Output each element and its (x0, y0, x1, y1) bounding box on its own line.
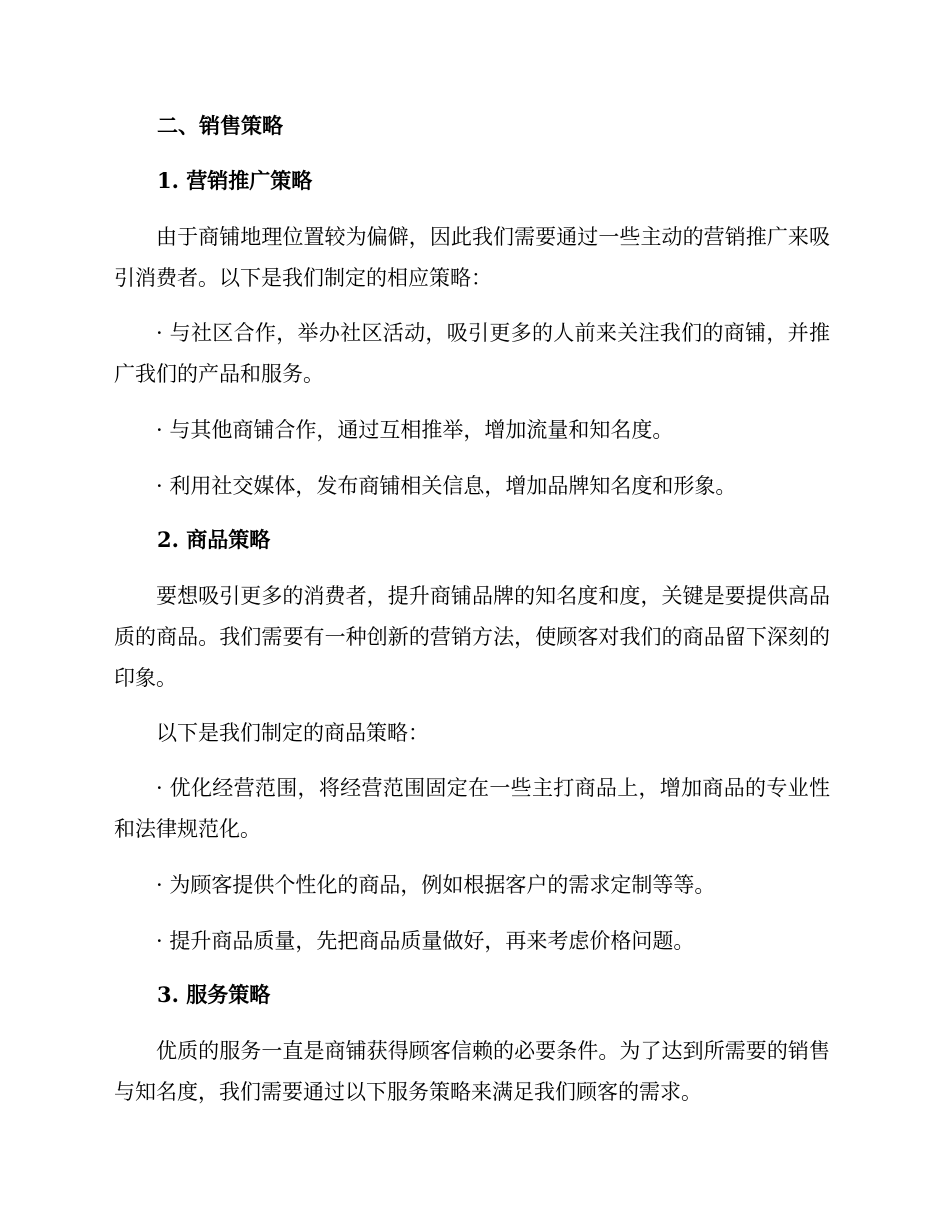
paragraph-product-intro: 要想吸引更多的消费者，提升商铺品牌的知名度和度，关键是要提供高品质的商品。我们需要有一种创新的营销方法，使顾客对我们的商品留下深刻的印象。 (114, 584, 830, 690)
paragraph-product-lead: 以下是我们制定的商品策略： (156, 721, 429, 745)
subsection-title-service: 3. 服务策略 (157, 982, 271, 1007)
subsection-title-marketing: 1. 营销推广策略 (157, 168, 313, 193)
bullet-item-personalized: · 为顾客提供个性化的商品，例如根据客户的需求定制等等。 (156, 873, 716, 897)
bullet-item-social-media: · 利用社交媒体，发布商铺相关信息，增加品牌知名度和形象。 (156, 474, 737, 498)
section-title: 二、销售策略 (157, 113, 283, 138)
bullet-item-quality: · 提升商品质量，先把商品质量做好，再来考虑价格问题。 (156, 929, 695, 953)
paragraph-marketing-intro: 由于商铺地理位置较为偏僻，因此我们需要通过一些主动的营销推广来吸引消费者。以下是我们制定的相应策略： (114, 225, 830, 290)
bullet-item-community: · 与社区合作，举办社区活动，吸引更多的人前来关注我们的商铺，并推广我们的产品和服务。 (114, 321, 830, 386)
bullet-item-scope: · 优化经营范围，将经营范围固定在一些主打商品上，增加商品的专业性和法律规范化。 (114, 776, 830, 841)
subsection-title-product: 2. 商品策略 (157, 527, 271, 552)
bullet-item-partner-shops: · 与其他商铺合作，通过互相推举，增加流量和知名度。 (156, 418, 674, 442)
paragraph-service-intro: 优质的服务一直是商铺获得顾客信赖的必要条件。为了达到所需要的销售与知名度，我们需要通过以下服务策略来满足我们顾客的需求。 (114, 1039, 830, 1104)
